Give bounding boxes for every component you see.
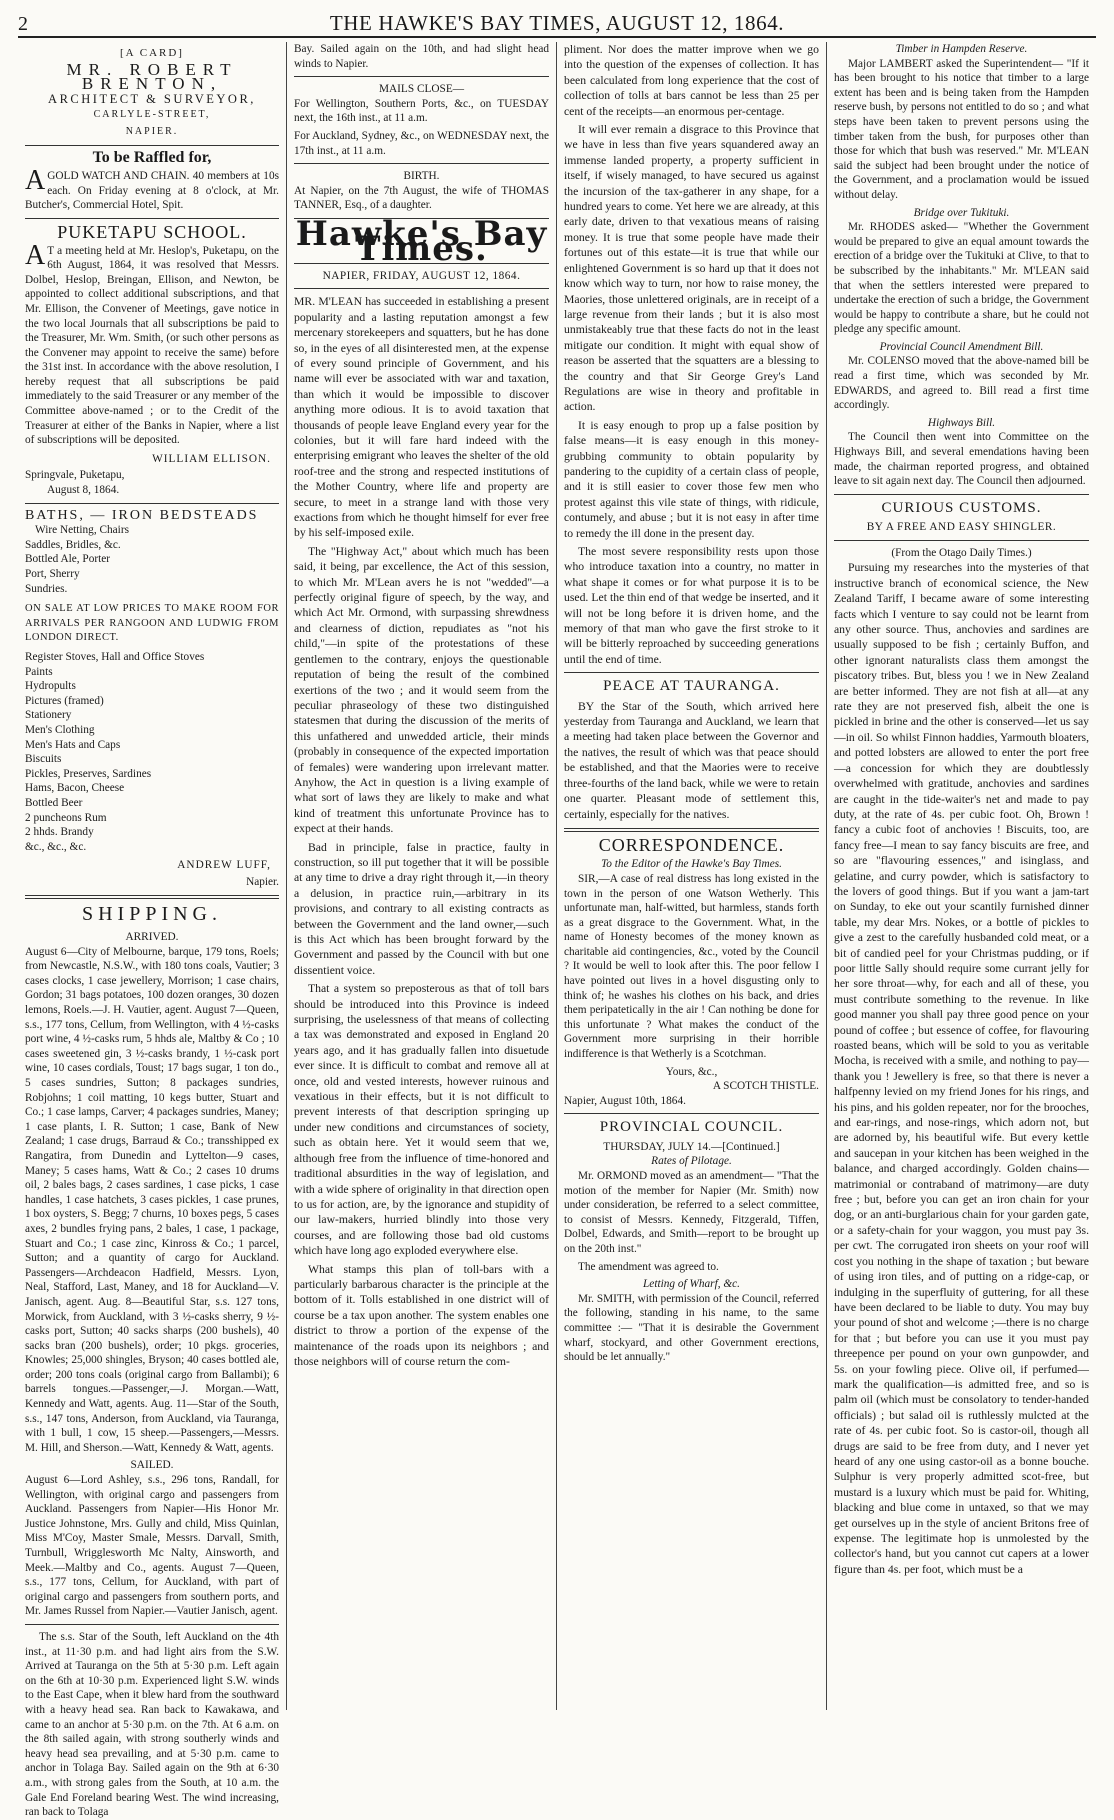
card-name: MR. ROBERT BRENTON, (66, 59, 238, 94)
list-item: Hams, Bacon, Cheese (25, 782, 125, 795)
editorial-paragraph: What stamps this plan of toll-bars with a particularly barbarous character is the principle at the bottom of it. Tolls established in one district will of course be a tax upon another. The system enables one district to throw a portion of the expense of the maintenance of the roads upon its neighbors ; and those neighbors will of course return the com- (294, 1262, 549, 1368)
sailed-body: August 6—Lord Ashley, s.s., 296 tons, Randall, for Wellington, with original cargo and passengers from Auckland. Passengers from Napier—His Honor Mr. Justice Johnstone, Mrs. Gully and child, Miss Quinlan, Miss M'Coy, Master Smale, Messrs. Darvall, Smith, Turnbull, Wrigglesworth Mc Nalty, Ainsworth, and Meek.—Maltby and Co., agents. August 7—Queen, s.s., 177 tons, Cellum, for Auckland, with part of original cargo and passengers from southern ports, and Mr. James Russel from Napier.—Vautier Janisch, agent. (25, 1474, 279, 1618)
editorial-paragraph: That a system so preposterous as that of toll bars should be introduced into this Province is indeed surprising, the uselessness of that means of collecting a tax was demonstrated and exposed in England 20 years ago, and it has gradually fallen into disuetude ever since. It is difficult to combat and remove all at once, old and vested interests, however ruinous and vexatious in their effects, but it is not difficult to prevent interests of that description springing up under new conditions and circumstances of society, such as obtain here. Yet it would seem that we, although free from the influence of time-honored and traditional absurdities in the way of legislation, and with a wide sphere of originality in that direction open to us for action, are, by the ignorance and stupidity of our law-makers, hurried blindly into those very courses, and are following those bad old customs which have long ago exploded everywhere else. (294, 982, 549, 1258)
amendment-bill-body: Mr. COLENSO moved that the above-named bill be read a first time, which was seconded by Mr. EDWARDS, and agreed to. Bill read a first time accordingly. (834, 355, 1089, 412)
paper-name: Hawke's Bay Times. (295, 213, 548, 270)
luff-place: Napier. (246, 875, 279, 888)
puketapu-place: Springvale, Puketapu, (25, 469, 125, 482)
puketapu-title: PUKETAPU SCHOOL. (57, 221, 247, 242)
card-town: NAPIER. (125, 125, 179, 137)
mails-item: For Wellington, Southern Ports, &c., on TUESDAY next, the 16th inst., at 11 a.m. (294, 97, 549, 125)
wharf-heading: Letting of Wharf, &c. (643, 1278, 740, 1291)
list-item: 2 hhds. Brandy (25, 826, 94, 839)
columns (18, 42, 1096, 1819)
column-2 (286, 42, 556, 1710)
luff-name: ANDREW LUFF, (177, 859, 271, 872)
peace-title: PEACE AT TAURANGA. (603, 678, 780, 695)
list-item: Saddles, Bridles, &c. (25, 538, 121, 551)
editorial-paragraph: The most severe responsibility rests upon those who introduce taxation into a country, no matter in what shape it comes or for what purpose it is to be used. Let the thin end of that wedge be inserted, and it will not be long before it is driven home, and the memory of that man who gave the first stroke to it will be bitterly reproached by succeeding generations until the end of time. (564, 545, 819, 666)
stock-list (25, 650, 279, 854)
mails-item: For Auckland, Sydney, &c., on WEDNESDAY next, the 17th inst., at 11 a.m. (294, 129, 549, 157)
birth-body: At Napier, on the 7th August, the wife of THOMAS TANNER, Esq., of a daughter. (294, 184, 549, 212)
arrived-heading: ARRIVED. (125, 931, 179, 944)
pilotage-heading: Rates of Pilotage. (651, 1155, 732, 1168)
bridge-heading: Bridge over Tukituki. (913, 206, 1010, 219)
list-item: Pictures (framed) (25, 694, 104, 707)
list-item: Stationery (25, 709, 72, 722)
dateline: NAPIER, FRIDAY, AUGUST 12, 1864. (322, 269, 521, 282)
list-item: Pickles, Preserves, Sardines (25, 767, 152, 780)
card-street: CARLYLE-STREET, (93, 109, 211, 121)
puketapu-signature: WILLIAM ELLISON. (152, 452, 271, 465)
bay-line: Bay. Sailed again on the 10th, and had slight head winds to Napier. (294, 43, 549, 70)
correspondence-body: SIR,—A case of real distress has long existed in the town in the person of one Watson Wetherly. This unfortunate man, half-witted, but harmless, stands forth as a great disgrace to the Government. What, in the name of Honesty becomes of the money known as charitable aid contingencies, &c., voted by the Council ? It would be well to look after this. The poor fellow I have pointed out lives in a hovel disgusting only to think of; he washes his clothes on his back, and dries them peripatetically in the air ! Can nothing be done for this unfortunate ? What makes the conduct of the Government more surprising in their horrible indifference is that Wetherly is a Scotchman. (564, 872, 819, 1061)
column-1 (18, 42, 286, 1819)
mails-title: MAILS CLOSE— (378, 83, 465, 96)
list-item: &c., &c., &c. (25, 840, 87, 853)
wharf-body: Mr. SMITH, with permission of the Council, referred the following, standing in his name, to the same committee :— "That it is desirable the Government wharf, stockyard, and other Government erections, should be let annually." (564, 1292, 819, 1364)
correspondence-yours: Yours, &c., (665, 1065, 718, 1078)
list-item: Bottled Ale, Porter (25, 553, 111, 566)
card-tag: [A CARD] (120, 47, 184, 59)
list-item: Wire Netting, Chairs (35, 524, 129, 537)
birth-title: BIRTH. (403, 170, 440, 183)
list-item: Register Stoves, Hall and Office Stoves (25, 650, 205, 663)
council-date: THURSDAY, JULY 14.—[Continued.] (603, 1140, 780, 1153)
raffle-title: To be Raffled for, (92, 148, 212, 166)
page-number: 2 (18, 13, 28, 35)
sailed-heading: SAILED. (130, 1459, 174, 1472)
amendment-bill-heading: Provincial Council Amendment Bill. (879, 340, 1044, 353)
customs-body: Pursuing my researches into the mysteries of that instructive branch of economical science, the New Zealand Tariff, I became aware of some interesting facts which I venture to say could not be learnt from any other source. Thus, anchovies and sardines are usually supposed to be fish ; certainly Buffon, and other ignorant naturalists class them amongst the piscatory tribes. But, bless you ! we in New Zealand are better informed. They are not fish at all—at any rate they are not preserved fish, albeit the one is pickled in brine and the other is conserved—let us say—in oil. So whilst Finnon haddies, Yarmouth bloaters, and potted lobsters are allowed to enter the port free—a concession for which they are doubtlessly overwhelmed with gratitude, anchovies and sardines are caught in the tide-waiter's net and made to pay duty, at the rate of 4s. per cubic foot. Oh, Brown ! fancy a cubic foot of anchovies ! Biscuits, too, are fancy free—I mean to say fancy biscuits are free, and so are "flavouring essences," and isinglass, and gelatine, and curry powder, which is satisfactory to the lovers of good things. But if you want a jam-tart on Sunday, to eke out your scantily furnished dinner table, my dear Mrs. Nokes, or a bottle of pickles to give a zest to the carefully husbanded cold meat, or a bit of candied peel for your Christmas pudding, or if poor little Sally should require some currant jelly for her sore throat—why, for each and all of these, you must contribute something to the revenue. In like good manner you shall pay three good pence on your pound of coffee ; but essence of coffee, for flavouring roasted beans, which will be sold to you as veritable Mocha, is received with a smile, and nothing to pay—thank you ! Jewellery is free, so that there is never a halfpenny levied on my friend Jones for his rings, and his pins, and his golden repeater, nor for the brooches, and ear-rings, and nose-rings, which adorn not, but are adorned by, his beautiful wife. But every kettle and saucepan in your kitchen has been weighed in the balance, and charged accordingly. Golden chains—matrimonial or contraband of matrimony—are duty free ; but, before you can get an iron chain for your dog, or an anti-burglarious chain for your garden gate, or a safety-chain for your waggon, you must pay 3s. per cwt. The corrugated iron sheets on your roof will cost you nothing in the shape of taxation ; but beware of using iron tiles, and of putting on a ridge-cap, or indulging in the superfluity of guttering, for all these have been declared to be liable to duty. You may buy your pound of shot and welcome ;—there is no charge for that ; but before you can use it you must pay threepence per pound on your own gunpowder, and 5s. on your fowling piece. Olive oil, if perfumed—mark the qualification—is admitted free, and so is palm oil (which must be consolatory to tender-handed officials) ; but salad oil is ruthlessly mulcted at the rate of 4s. per cubic foot. So is castor-oil, though all drugs are said to be free from duty, and I never yet heard of any one using castor-oil as a bonne bouche. Sulphur is very properly admitted scot-free, but mustard is a luxury which must be paid for. Whiting, blacking and blue come in untaxed, so that we may get ourselves up in the style of ancient Britons free of expense. The legitimate hop is unmolested by the collector's hand, but you cannot cut capers at a lower figure than 4s. per foot, which must be a (834, 561, 1089, 1576)
newspaper-title: THE HAWKE'S BAY TIMES, AUGUST 12, 1864. (329, 11, 785, 35)
list-item: Paints (25, 665, 53, 678)
customs-title: CURIOUS CUSTOMS. (881, 499, 1042, 516)
list-item: Hydropults (25, 680, 76, 693)
customs-byline: BY A FREE AND EASY SHINGLER. (866, 521, 1057, 534)
list-item: Sundries. (25, 582, 68, 595)
highways-body: The Council then went into Committee on the Highways Bill, and several emendations having been made, the chairman reported progress, and obtained leave to sit again next day. The Council then adjourned. (834, 431, 1089, 488)
peace-body: BY the Star of the South, which arrived here yesterday from Tauranga and Auckland, we learn that a meeting had taken place between the Governor and the natives, the result of which was that peace should be established, and that the Maories were to receive three-fourths of the land back, while we were to retain one quarter. Pleasant mode of settlement this, certainly, especially for the natives. (564, 699, 819, 821)
timber-heading: Timber in Hampden Reserve. (895, 43, 1028, 55)
puketapu-body: AT a meeting held at Mr. Heslop's, Puketapu, on the 6th August, 1864, it was resolved that Messrs. Dolbel, Heslop, Breingan, Ellison, and Newton, be appointed to collect additional subscriptions, and that Mr. Ellison, the Convener of Meetings, gave notice in the two local Journals that all subscriptions be paid to the Treasurer, Mr. Wm. Smith, (or such other persons as the Convener may appoint to receive the same) before the 31st inst. In accordance with the above resolution, I hereby request that all subscriptions be paid immediately to the said Treasurer or any member of the Committee above-named ; or to the Credit of the Treasurer at either of the Banks in Napier, where a list of subscriptions will be deposited. (25, 239, 279, 447)
correspondence-title: CORRESPONDENCE. (598, 834, 785, 855)
baths-heading: BATHS, — IRON BEDSTEADS (25, 507, 259, 523)
list-item: Bottled Beer (25, 796, 83, 809)
timber-body: Major LAMBERT asked the Superintendent— "If it has been brought to his notice that timber to a large extent has been and is being taken from the Hampden reserve bush, by persons not entitled to do so ; and what steps have been taken to prevent persons using the timber taken from the bush, for purposes other than those for which that bush was reserved." Mr. M'LEAN said the subject had been brought under the notice of the Government, and a proclamation would be issued without delay. (834, 57, 1089, 201)
list-item: Men's Hats and Caps (25, 738, 121, 751)
editorial-paragraph: The "Highway Act," about which much has been said, it being, par excellence, the Act of this session, to which Mr. M'Lean avers he is not "wedded"—a perfectly original figure of speech, by the way, and which Act Mr. Ormond, with surpassing shrewdness and clearness of diction, repudiates as "not his child,"—in spite of the protestations of these gentlemen to the contrary, enjoys the questionable reputation of being the result of the combined exertions of the two ; and it would seem from the peculiar phraseology of these two distinguished statesmen that during the discussion of the merits of this unfathered and unwedded article, their minds (probably in consequence of the expected importation of females) were wandering upon irrelevant matter. Anyhow, the Act in question is a living example of what sort of laws they are likely to make and what kind of treatment this unfortunate Province has to expect at their hands. (294, 544, 549, 836)
correspondence-signature: A SCOTCH THISTLE. (712, 1080, 819, 1093)
shipping-title: SHIPPING. (81, 903, 223, 926)
page-header (18, 6, 1096, 38)
council-title: PROVINCIAL COUNCIL. (599, 1119, 784, 1136)
highways-heading: Highways Bill. (927, 416, 996, 429)
correspondence-date: Napier, August 10th, 1864. (564, 1094, 686, 1107)
puketapu-date: August 8, 1864. (47, 484, 120, 497)
star-report: The s.s. Star of the South, left Auckland on the 4th inst., at 11·30 p.m. and had light airs from the S.W. Arrived at Tauranga on the 5th at 5·30 p.m. Left again on the 6th at 10·30 p.m. Experienced light S.W. winds to the East Cape, when it blew hard from the southward with a heavy head sea. Ran back to Kawakawa, and came to an anchor at 5·30 p.m. on the 7th. At 6 a.m. on the 8th sailed again, with strong southerly winds and heavy head sea prevailing, and at 5·30 p.m. came to anchor in Tolaga Bay. Sailed again on the 9th at 6·30 a.m., with strong gales from the South, at 10 a.m. the Gale End Foreland bearing West. The wind increasing, ran back to Tolaga (25, 1630, 279, 1819)
bridge-body: Mr. RHODES asked— "Whether the Government would be prepared to give an equal amount towards the erection of a bridge over the Tukituki at Clive, to that to be subscribed by the inhabitants." Mr. M'LEAN said that when the settlers interested were prepared to undertake the erection of such a bridge, the Government would be happy to contribute a share, but he could not pledge any specific amount. (834, 221, 1089, 336)
pilotage-body: Mr. ORMOND moved as an amendment— "That the motion of the member for Napier (Mr. Smith) now under consideration, be referred to a select committee, to consist of Messrs. Kennedy, Fitzgerald, Tiffen, Dolbel, Edwards, and Smith—report to be brought up on the 20th inst." (564, 1170, 819, 1255)
editorial-paragraph: Bad in principle, false in practice, faulty in construction, so ill put together that it will be possible at any time to drive a dray right through it,—in theory a delusion, in practice ruin,—arbitrary in its provisions, and contrary to all existing contracts as between the Government and the land owner,—such is this Act which has been brought forward by the Government and passed by the Council with but one dissentient voice. (294, 840, 549, 977)
baths-list (25, 523, 279, 596)
list-item: Men's Clothing (25, 723, 95, 736)
card-role: ARCHITECT & SURVEYOR, (48, 91, 256, 106)
editorial-paragraph: It is easy enough to prop up a false position by false means—it is easy enough in this money-grubbing community to obtain popularity by pandering to the cupidity of a certain class of people, and it is still easier to cover those few men who protest against this vile state of things, with ridicule, contumely, and abuse ; but it is not easy in after time to remedy the ill done in the present day. (564, 418, 819, 540)
raffle-body: AGOLD WATCH AND CHAIN. 40 members at 10s each. On Friday evening at 8 o'clock, at Mr. Butcher's, Commercial Hotel, Spit. (25, 165, 279, 212)
correspondence-to: To the Editor of the Hawke's Bay Times. (601, 858, 782, 871)
list-item: Biscuits (25, 753, 62, 766)
customs-source: (From the Otago Daily Times.) (891, 546, 1032, 559)
editorial-paragraph: It will ever remain a disgrace to this Province that we have in less than five years squandered away an immense landed property, a property sufficient in itself, if wisely managed, to have secured us against the incursion of the tax-gatherer in any shape, for a hundred years to come. Yet here we are already, at this early date, driven to that vexatious means of raising money. It is true that some people have made their fortunes out of this estate—it is true that while our enlightened Government is so hard up that it does not know which way to turn, nor how to raise money, the Maories, those unlettered originals, are in receipt of a large revenue from their lands ; but it is also most unmistakeably true that these facts do not in the least mitigate our condition. It might with equal show of reason be asserted that the squatters are a blessing to the country and that Sir George Grey's Land Regulations are wise in theory and profitable in action. (564, 123, 819, 414)
sale-notice: ON SALE AT LOW PRICES TO MAKE ROOM FOR ARRIVALS PER RANGOON AND LUDWIG FROM LONDON DIRECT. (25, 603, 279, 644)
arrived-body: August 6—City of Melbourne, barque, 179 tons, Roels; from Newcastle, N.S.W., with 180 tons coals, Vautier; 3 cases clocks, 1 case jewellery, Morrison; 1 case chairs, Gordon; 31 bags potatoes, 100 dozen oranges, 30 dozen lemons, Roels.—J. H. Vautier, agent. August 7—Queen, s.s., 177 tons, Cellum, from Wellington, with 4 ½-casks port wine, 4 ½-casks rum, 5 hhds ale, Maltby & Co ; 10 cases sweetened gin, 3 ½-casks brandy, 1 ½-cask port wine, 10 cases cordials, Toust; 17 bags sugar, 1 ton do., 5 cases sundries, Sutton; 8 packages sundries, Robjohns; 1 coil matting, 10 kegs butter, Stuart and Co.; 1 case lamps, Carver; 4 packages sundries, Maney; 1 case plants, I. R. Sutton; 1 case, Bank of New Zealand; 1 case drugs, Barraud & Co.; transshipped ex Rangatira, from Dunedin and Lyttelton—9 cases, Maney; 5 cases hams, Watt & Co.; 2 cases 10 drums oil, 2 bales bags, 2 cases sardines, 1 case picks, 1 case handles, 1 case hatchets, 3 cases pickles, 1 case prunes, 1 box oysters, S. Begg; 7 churns, 10 boxes pegs, 5 cases axes, 2 bundles frying pans, 2 bales, 1 case, 1 package, Stuart and Co.; 1 case zinc, Kinross & Co.; 1 parcel, Sutton; and a quantity of cargo for Auckland. Passengers—Archdeacon Hadfield, Messrs. Lyon, Neal, Stafford, Last, Maney, and 18 for Auckland—V. Janisch, agent. Aug. 8—Beautiful Star, s.s. 127 tons, Morwick, from Auckland, with 3 ½-casks sherry, 9 ½-casks port, Sutton; 40 sacks sharps (200 bushels), 40 sacks bran (200 bushels), order; 10 pkgs. groceries, Knowles; 25,000 shingles, Bryson; 40 cases bottled ale, order; 200 tons coals (original cargo from Ballambi); 6 barrels tongues.—Passenger,—J. Morgan.—Watt, Kennedy and Watt, agents. Aug. 11—Star of the South, s.s., 147 tons, Anderson, from Auckland, via Tauranga, with 1 bull, 1 cow, 15 sheep.—Passengers,—Messrs. M. Hill, and Sherson.—Watt, Kennedy & Watt, agents. (25, 945, 279, 1454)
list-item: 2 puncheons Rum (25, 811, 107, 824)
column-4 (826, 42, 1096, 1710)
editorial-paragraph: MR. M'LEAN has succeeded in establishing a present popularity and a lasting reputation amongst a few mercenary storekeepers and squatters, but he has done so, in the eyes of all disinterested men, at the expense of every sound principle of Government, and his name will ever be associated with war and taxation, than which it would be impossible to discover anything more odious. It is to avoid taxation that thousands of people leave England every year for the colonies, but it will fare hard indeed with the enterprising emigrant who leaves the shelter of the old roof-tree and the strong and respected institutions of the Mother Country, where life and property are secure, to meet in a strange land with those very exactions from which he thought himself for ever free by his self-imposed exile. (294, 295, 549, 540)
amendment-agreed: The amendment was agreed to. (578, 1260, 719, 1273)
column-3 (556, 42, 826, 1710)
editorial-paragraph: pliment. Nor does the matter improve when we go into the question of the expenses of collection. It has been calculated from long experience that the cost of collection of tolls at bars cannot be less than 25 per cent of the receipts—an enormous per-centage. (564, 43, 819, 118)
list-item: Port, Sherry (25, 568, 80, 580)
